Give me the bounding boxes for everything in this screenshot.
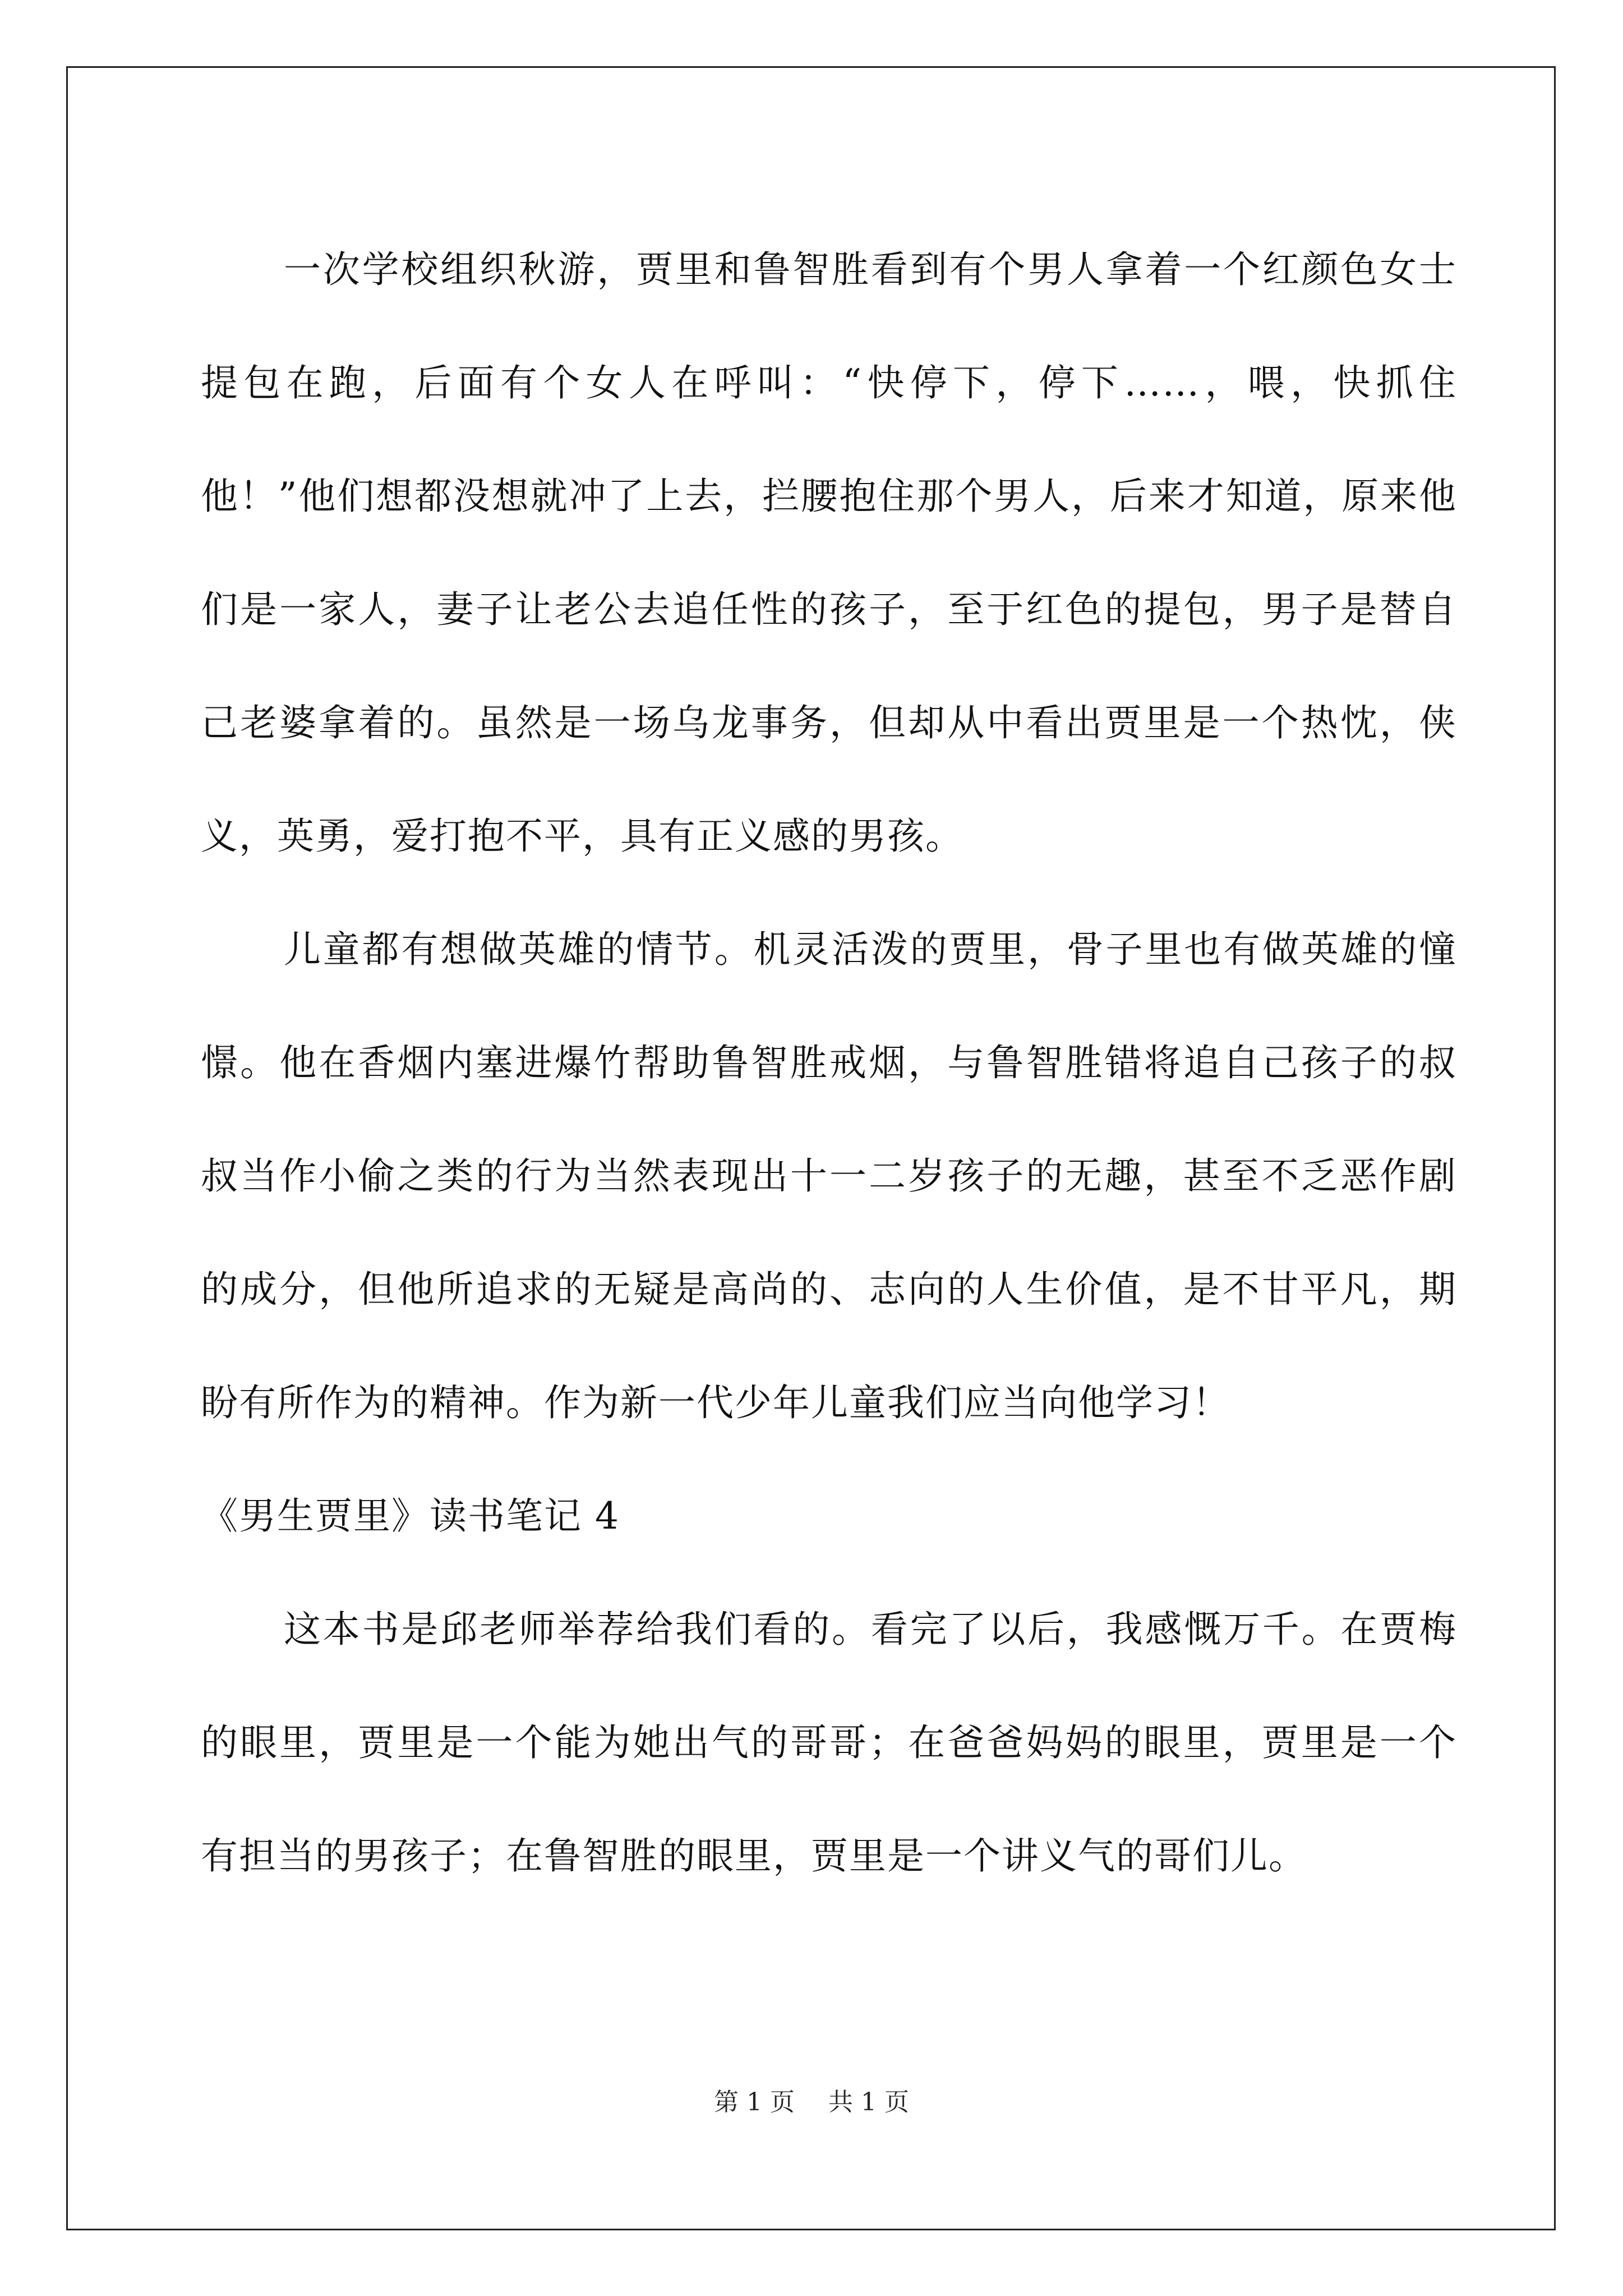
paragraph-2: 儿童都有想做英雄的情节。机灵活泼的贾里，骨子里也有做英雄的憧憬。他在香烟内塞进爆竹帮助鲁智胜戒烟，与鲁智胜错将追自己孩子的叔叔当作小偷之类的行为当然表现出十一二岁孩子的无趣，甚至不乏恶作剧的成分，但他所追求的无疑是高尚的、志向的人生价值，是不甘平凡，期盼有所作为的精神。作为新一代少年儿童我们应当向他学习！ [201, 928, 1457, 1424]
paragraph-1: 一次学校组织秋游，贾里和鲁智胜看到有个男人拿着一个红颜色女士提包在跑，后面有个女人在呼叫：“快停下，停下……，喂，快抓住他！”他们想都没想就冲了上去，拦腰抱住那个男人，后来才知道，原来他们是一家人，妻子让老公去追任性的孩子，至于红色的提包，男子是替自己老婆拿着的。虽然是一场乌龙事务，但却从中看出贾里是一个热忱，侠义，英勇，爱打抱不平，具有正义感的男孩。 [201, 248, 1457, 858]
paragraph-3: 这本书是邱老师举荐给我们看的。看完了以后，我感慨万千。在贾梅的眼里，贾里是一个能为她出气的哥哥；在爸爸妈妈的眼里，贾里是一个有担当的男孩子；在鲁智胜的眼里，贾里是一个讲义气的哥们儿。 [201, 1608, 1457, 1878]
page-footer [0, 2086, 1623, 2119]
page-total: 共 1 页 [828, 2088, 909, 2116]
page-number: 第 1 页 [714, 2088, 795, 2116]
document-body [201, 213, 1457, 1913]
section-heading: 《男生贾里》读书笔记 4 [201, 1494, 620, 1538]
